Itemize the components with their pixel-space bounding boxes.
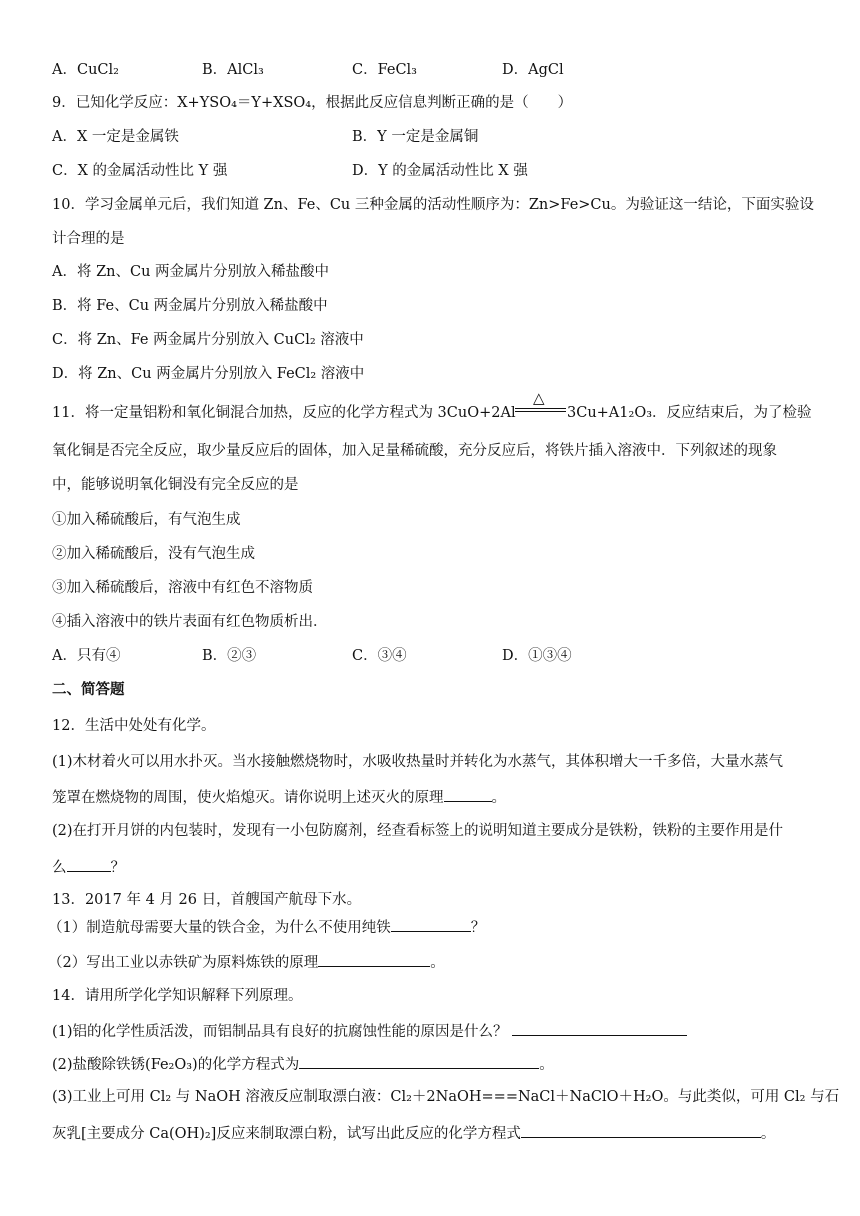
q14-part3-line2 [52,1122,775,1144]
q11-stem-line3: 中，能够说明氧化铜没有完全反应的是 [52,477,299,493]
q13-part1-text: （1）制造航母需要大量的铁合金，为什么不使用纯铁 [48,920,391,936]
q14-part3-text: 灰乳[主要成分 Ca(OH)₂]反应来制取漂白粉，试写出此反应的化学方程式 [52,1126,521,1142]
q14-part2-end: 。 [539,1057,554,1073]
answer-blank[interactable] [444,786,492,802]
q13-stem: 13．2017 年 4 月 26 日，首艘国产航母下水。 [52,892,362,908]
q12-part1-end: 。 [491,790,506,806]
q14-part2 [52,1053,554,1075]
q13-part1-end: ？ [470,920,486,936]
q14-part3-end: 。 [760,1126,776,1142]
answer-blank[interactable] [318,951,430,967]
answer-blank[interactable] [67,856,111,872]
q8-option-b: B．AlCl₃ [202,62,264,78]
q11-item-1: ①加入稀硫酸后，有气泡生成 [52,512,241,528]
q10-option-a: A．将 Zn、Cu 两金属片分别放入稀盐酸中 [52,264,330,280]
q11-option-a: A．只有④ [52,648,121,664]
q13-part1 [48,916,485,938]
answer-blank[interactable] [299,1053,539,1069]
q12-part2-text: 么 [52,860,67,876]
q11-stem-line1-part1: 11．将一定量铝粉和氧化铜混合加热，反应的化学方程式为 3CuO+2Al [52,405,516,421]
q12-part2-line1: (2)在打开月饼的内包装时，发现有一小包防腐剂，经查看标签上的说明知道主要成分是铁粉，铁粉的主要作用是什 [52,823,784,839]
q10-stem-line2: 计合理的是 [52,231,125,247]
q9-option-d: D．Y 的金属活动性比 X 强 [352,163,528,179]
q13-part2-end: 。 [430,955,445,971]
q8-option-a: A．CuCl₂ [52,62,119,78]
q14-stem: 14．请用所学化学知识解释下列原理。 [52,988,303,1004]
section-heading: 二、简答题 [52,681,125,698]
q9-option-b: B．Y 一定是金属铜 [352,129,479,145]
q8-option-c: C．FeCl₃ [352,62,417,78]
q12-part2-end: ？ [110,860,125,876]
q8-option-d: D．AgCl [502,62,564,78]
q10-stem-line1: 10．学习金属单元后，我们知道 Zn、Fe、Cu 三种金属的活动性顺序为：Zn>Fe>Cu。为验证这一结论，下面实验设 [52,197,814,213]
answer-blank[interactable] [391,916,471,932]
q13-part2 [48,951,445,973]
q10-option-d: D．将 Zn、Cu 两金属片分别放入 FeCl₂ 溶液中 [52,366,365,382]
answer-blank[interactable] [521,1122,761,1138]
heat-triangle-icon: △ [533,389,545,407]
q11-option-c: C．③④ [352,648,407,664]
q11-item-2: ②加入稀硫酸后，没有气泡生成 [52,546,255,562]
q12-part1-text: 笼罩在燃烧物的周围，使火焰熄灭。请你说明上述灭火的原理 [52,790,444,806]
q12-part1-line1: (1)木材着火可以用水扑灭。当水接触燃烧物时，水吸收热量时并转化为水蒸气，其体积增大一千多倍，大量水蒸气 [52,754,784,770]
q11-stem-line1-part2: 3Cu+A1₂O₃．反应结束后，为了检验 [567,405,812,421]
q11-option-d: D．①③④ [502,648,572,664]
q12-stem: 12．生活中处处有化学。 [52,718,216,734]
q14-part1 [52,1020,687,1042]
q11-stem-line2: 氧化铜是否完全反应，取少量反应后的固体，加入足量稀硫酸，充分反应后，将铁片插入溶液中．下列叙述的现象 [52,443,777,459]
q11-item-3: ③加入稀硫酸后，溶液中有红色不溶物质 [52,580,313,596]
q14-part3-line1: (3)工业上可用 Cl₂ 与 NaOH 溶液反应制取漂白液：Cl₂＋2NaOH===NaCl＋NaClO＋H₂O。与此类似，可用 Cl₂ 与石 [52,1089,840,1105]
q13-part2-text: （2）写出工业以赤铁矿为原料炼铁的原理 [48,955,319,971]
heat-condition-arrow [515,391,566,417]
q9-stem: 9．已知化学反应：X+YSO₄＝Y+XSO₄，根据此反应信息判断正确的是（ ） [52,95,573,111]
q12-part2-line2 [52,856,125,878]
q10-option-c: C．将 Zn、Fe 两金属片分别放入 CuCl₂ 溶液中 [52,332,364,348]
q9-option-c: C．X 的金属活动性比 Y 强 [52,163,228,179]
q9-option-a: A．X 一定是金属铁 [52,129,179,145]
q11-option-b: B．②③ [202,648,257,664]
answer-blank[interactable] [512,1020,687,1036]
q14-part1-text: (1)铝的化学性质活泼，而铝制品具有良好的抗腐蚀性能的原因是什么？ [52,1024,508,1040]
q12-part1-line2 [52,786,506,808]
q10-option-b: B．将 Fe、Cu 两金属片分别放入稀盐酸中 [52,298,328,314]
q11-item-4: ④插入溶液中的铁片表面有红色物质析出． [52,614,328,630]
q14-part2-text: (2)盐酸除铁锈(Fe₂O₃)的化学方程式为 [52,1057,300,1073]
